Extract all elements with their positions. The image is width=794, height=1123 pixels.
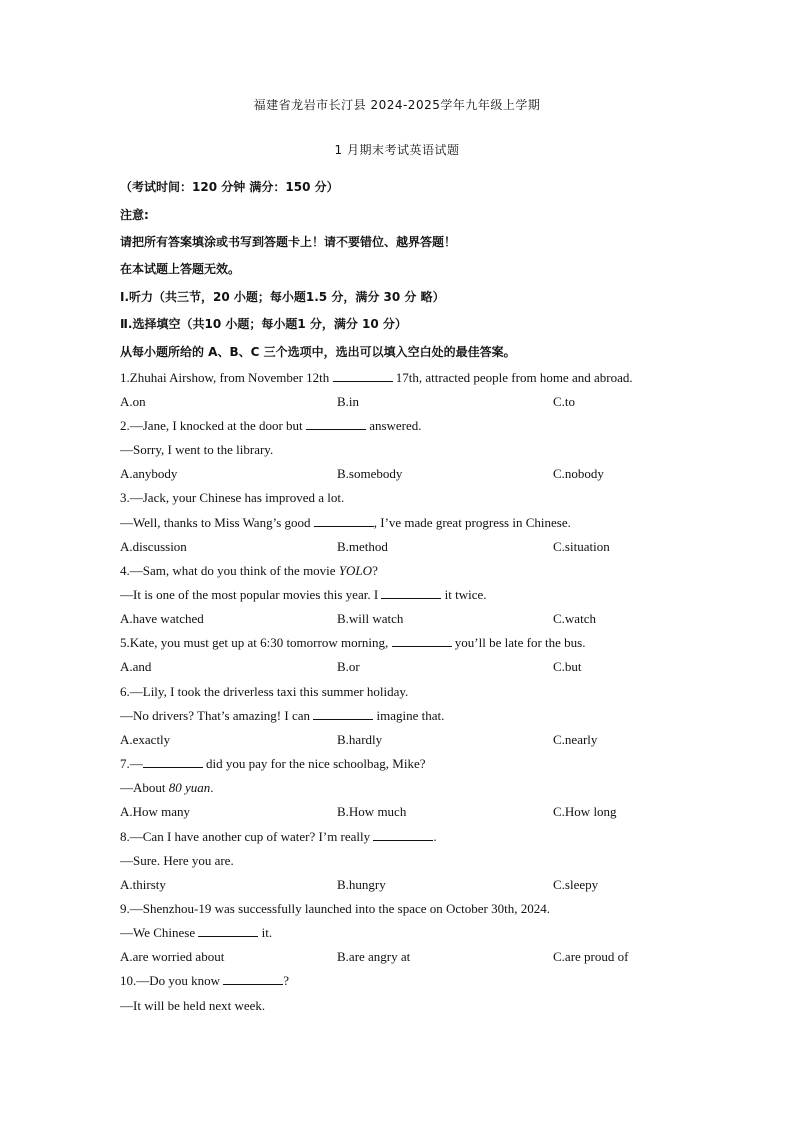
question-text: 7.—: [120, 756, 143, 771]
question-6-reply: [120, 708, 444, 724]
option-b: B.or: [337, 659, 360, 674]
option-a: A.anybody: [120, 466, 178, 481]
option-b: B.somebody: [337, 466, 403, 481]
option-c: C.nobody: [553, 466, 604, 481]
option-c: C.sleepy: [553, 877, 599, 892]
price: 80 yuan: [168, 780, 211, 795]
question-text: —We Chinese: [120, 925, 199, 940]
page-title-line1: 福建省龙岩市长汀县 2024-2025学年九年级上学期: [253, 98, 541, 112]
question-text: 8.—Can I have another cup of water? I’m really: [120, 829, 374, 844]
question-text: 1.Zhuhai Airshow, from November 12th: [120, 370, 333, 385]
section-instruction: 从每小题所给的 A、B、C 三个选项中，选出可以填入空白处的最佳答案。: [120, 345, 516, 359]
option-b: B.method: [337, 539, 388, 554]
section-listening: Ⅰ.听力（共三节，20 小题；每小题1.5 分，满分 30 分 略）: [120, 290, 445, 304]
option-a: A.thirsty: [120, 877, 166, 892]
question-6: 6.—Lily, I took the driverless taxi this summer holiday.: [120, 684, 409, 699]
notice-label: 注意:: [120, 208, 149, 222]
question-10: [120, 973, 289, 989]
answer-blank: [313, 708, 373, 720]
option-b: B.How much: [337, 804, 407, 819]
question-text: 10.—Do you know: [120, 973, 224, 988]
answer-blank: [306, 418, 366, 430]
question-text: —It is one of the most popular movies this year. I: [120, 587, 382, 602]
option-c: C.How long: [553, 804, 617, 819]
answer-blank: [392, 635, 452, 647]
exam-info: （考试时间：120 分钟 满分：150 分）: [120, 180, 339, 194]
option-c: C.to: [553, 394, 576, 409]
answer-blank: [198, 925, 258, 937]
question-text: 2.—Jane, I knocked at the door but: [120, 418, 306, 433]
question-9-reply: [120, 925, 272, 941]
question-text: imagine that.: [373, 708, 445, 723]
option-c: C.but: [553, 659, 582, 674]
question-2-reply: —Sorry, I went to the library.: [120, 442, 274, 457]
question-text: , I’ve made great progress in Chinese.: [373, 515, 571, 530]
question-2: [120, 418, 422, 434]
question-3-reply: [120, 515, 571, 531]
option-b: B.hardly: [337, 732, 383, 747]
answer-blank: [381, 587, 441, 599]
option-b: B.will watch: [337, 611, 404, 626]
option-a: A.discussion: [120, 539, 187, 554]
option-b: B.hungry: [337, 877, 386, 892]
question-text: it twice.: [441, 587, 487, 602]
answer-blank: [333, 370, 393, 382]
question-text: 5.Kate, you must get up at 6:30 tomorrow morning,: [120, 635, 392, 650]
option-a: A.How many: [120, 804, 191, 819]
option-c: C.are proud of: [553, 949, 629, 964]
movie-title: YOLO: [338, 563, 373, 578]
option-a: A.have watched: [120, 611, 204, 626]
answer-blank: [314, 515, 374, 527]
question-text: you’ll be late for the bus.: [451, 635, 586, 650]
section-fill-in: Ⅱ.选择填空（共10 小题；每小题1 分，满分 10 分）: [120, 317, 407, 331]
question-text: ?: [283, 973, 290, 988]
question-text: —About: [120, 780, 169, 795]
option-a: A.are worried about: [120, 949, 225, 964]
question-10-reply: —It will be held next week.: [120, 998, 266, 1013]
option-c: C.nearly: [553, 732, 598, 747]
answer-blank: [373, 829, 433, 841]
question-text: .: [433, 829, 437, 844]
option-c: C.situation: [553, 539, 610, 554]
notice-line-2: 在本试题上答题无效。: [120, 262, 241, 276]
option-a: A.on: [120, 394, 146, 409]
option-b: B.in: [337, 394, 360, 409]
question-text: —No drivers? That’s amazing! I can: [120, 708, 314, 723]
notice-line-1: 请把所有答案填涂或书写到答题卡上！请不要错位、越界答题！: [120, 235, 457, 249]
question-7: [120, 756, 426, 772]
question-1: [120, 370, 633, 386]
question-text: it.: [258, 925, 273, 940]
question-4-reply: [120, 587, 487, 603]
option-a: A.exactly: [120, 732, 171, 747]
answer-blank: [143, 756, 203, 768]
question-3: 3.—Jack, your Chinese has improved a lot.: [120, 490, 345, 505]
option-b: B.are angry at: [337, 949, 411, 964]
question-text: 4.—Sam, what do you think of the movie: [120, 563, 339, 578]
question-9: 9.—Shenzhou-19 was successfully launched into the space on October 30th, 2024.: [120, 901, 550, 916]
question-text: .: [210, 780, 214, 795]
question-8-reply: —Sure. Here you are.: [120, 853, 234, 868]
question-text: ?: [372, 563, 378, 578]
question-4: [120, 563, 378, 579]
page-title-line2: 1 月期末考试英语试题: [334, 143, 460, 157]
answer-blank: [223, 973, 283, 985]
question-8: [120, 829, 437, 845]
option-a: A.and: [120, 659, 152, 674]
question-text: —Well, thanks to Miss Wang’s good: [120, 515, 314, 530]
question-7-reply: [120, 780, 214, 796]
option-c: C.watch: [553, 611, 596, 626]
question-text: answered.: [365, 418, 422, 433]
question-5: [120, 635, 585, 651]
question-text: 17th, attracted people from home and abroad.: [392, 370, 633, 385]
question-text: did you pay for the nice schoolbag, Mike?: [202, 756, 426, 771]
